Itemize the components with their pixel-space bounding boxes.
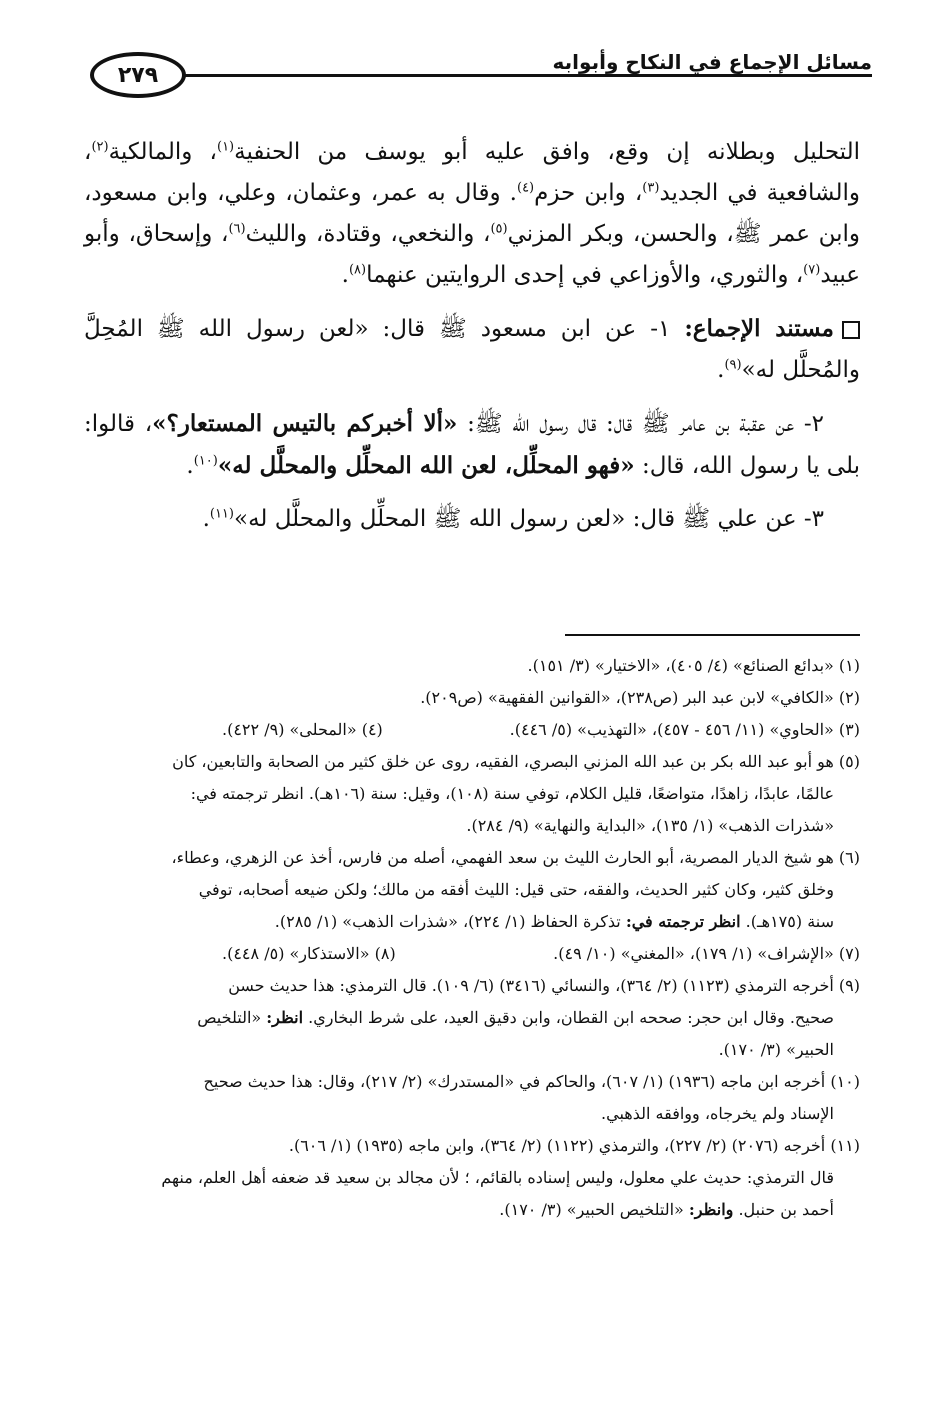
page-header <box>90 48 872 104</box>
footnote-11: (١١) أخرجه (٢٠٧٦) (٢/ ٢٢٧)، والترمذي (١١٢٢) (٢/ ٣٦٤)، وابن ماجه (١٩٣٥) (١/ ٦٠٦). <box>288 1136 860 1155</box>
footnote-4: (٤) «المحلى» (٩/ ٤٢٢). <box>222 720 383 739</box>
paragraph-basis: مستند الإجماع: ١- عن ابن مسعود ﷺ قال: «لعن رسول الله ﷺ المُحِلَّ والمُحلَّل له»$^{(٩)}$. <box>84 315 860 383</box>
page-number: ٢٧٩ <box>90 52 186 98</box>
footnote-2: (٢) «الكافي» لابن عبد البر (ص٢٣٨)، «القوانين الفقهية» (ص٢٠٩). <box>420 688 860 707</box>
footnote-5-cont: عالمًا، عابدًا، زاهدًا، متواضعًا، قليل الكلام، توفي سنة (١٠٨)، وقيل: سنة (١٠٦هـ). انظر ترجمته في: <box>190 784 834 803</box>
footnote-5-cont: «شذرات الذهب» (١/ ١٣٥)، «البداية والنهاية» (٩/ ٢٨٤). <box>466 816 834 835</box>
footnote-row-7-8 <box>82 938 860 970</box>
footnote-row-3-4 <box>82 714 860 746</box>
footnotes <box>82 650 860 1226</box>
footnote-6-cont: وخلق كثير، وكان كثير الحديث، والفقه، حتى قيل: الليث أفقه من مالك؛ ولكن ضيعه أصحابه، توفي <box>198 880 834 899</box>
footnote-divider <box>565 634 860 636</box>
footnote-11-cont: قال الترمذي: حديث علي معلول، وليس إسناده بالقائم، ؛ لأن مجالد بن سعيد قد ضعفه أهل العلم، منهم <box>161 1168 834 1187</box>
main-text <box>84 132 860 552</box>
footnote-5: (٥) هو أبو عبد الله بكر بن عبد الله المزني البصري، الفقيه، روى عن خلق كثير من الصحابة والتابعين، كان <box>172 752 860 771</box>
footnote-10: (١٠) أخرجه ابن ماجه (١٩٣٦) (١/ ٦٠٧)، والحاكم في «المستدرك» (٢/ ٢١٧)، وقال: هذا حديث صحيح <box>203 1072 860 1091</box>
footnote-8: (٨) «الاستذكار» (٥/ ٤٤٨). <box>222 944 396 963</box>
paragraph-hadith-2: ٢- عن عقبة بن عامر ﷺ قال: قال رسول الله ﷺ: «ألا أخبركم بالتيس المستعار؟»، قالوا: بلى يا رسول الله، قال: «فهو المحلِّل، لعن الله المحلِّل والمحلَّل له»$^{(١٠)}$. <box>84 410 860 479</box>
running-title: مسائل الإجماع في النكاح وأبوابه <box>543 50 872 74</box>
footnote-9-cont: الحبير» (٣/ ١٧٠). <box>718 1040 834 1059</box>
footnote-7: (٧) «الإشراف» (١/ ١٧٩)، «المغني» (١٠/ ٤٩). <box>553 944 860 963</box>
paragraph-consensus: التحليل وبطلانه إن وقع، وافق عليه أبو يوسف من الحنفية$^{(١)}$، والمالكية$^{(٢)}$، والشافعية في الجديد$^{(٣)}$، وابن حزم$^{(٤)}$. وقال به عمر، وعثمان، وعلي، وابن مسعود، وابن عمر ﷺ، والحسن، وبكر المزني$^{(٥)}$، والنخعي، وقتادة، والليث$^{(٦)}$، وإسحاق، وأبو عبيد$^{(٧)}$، والثوري، والأوزاعي في إحدى الروايتين عنهما$^{(٨)}$. <box>84 139 861 288</box>
footnote-9: (٩) أخرجه الترمذي (١١٢٣) (٢/ ٣٦٤)، والنسائي (٣٤١٦) (٦/ ١٠٩). قال الترمذي: هذا حديث حسن <box>228 976 860 995</box>
footnote-10-cont: الإسناد ولم يخرجاه، ووافقه الذهبي. <box>601 1104 834 1123</box>
footnote-6-cont: سنة (١٧٥هـ). انظر ترجمته في: تذكرة الحفاظ (١/ ٢٢٤)، «شذرات الذهب» (١/ ٢٨٥). <box>274 912 834 931</box>
footnote-3: (٣) «الحاوي» (١١/ ٤٥٦ - ٤٥٧)، «التهذيب» (٥/ ٤٤٦). <box>509 720 860 739</box>
footnote-11-cont: أحمد بن حنبل. وانظر: «التلخيص الحبير» (٣/ ١٧٠). <box>499 1200 834 1219</box>
footnote-6: (٦) هو شيخ الديار المصرية، أبو الحارث الليث بن سعد الفهمي، أصله من فارس، أخذ عن الزهري، وعطاء، <box>171 848 860 867</box>
header-rule <box>170 74 872 77</box>
footnote-9-cont: صحيح. وقال ابن حجر: صححه ابن القطان، وابن دقيق العيد، على شرط البخاري. انظر: «التلخيص <box>197 1008 834 1027</box>
section-heading: مستند الإجماع: <box>684 315 835 342</box>
paragraph-hadith-3: ٣- عن علي ﷺ قال: «لعن رسول الله ﷺ المحلِّل والمحلَّل له»$^{(١١)}$. <box>202 506 824 532</box>
square-bullet-icon <box>842 321 860 339</box>
footnote-1: (١) «بدائع الصنائع» (٤/ ٤٠٥)، «الاختيار» (٣/ ١٥١). <box>527 656 860 675</box>
